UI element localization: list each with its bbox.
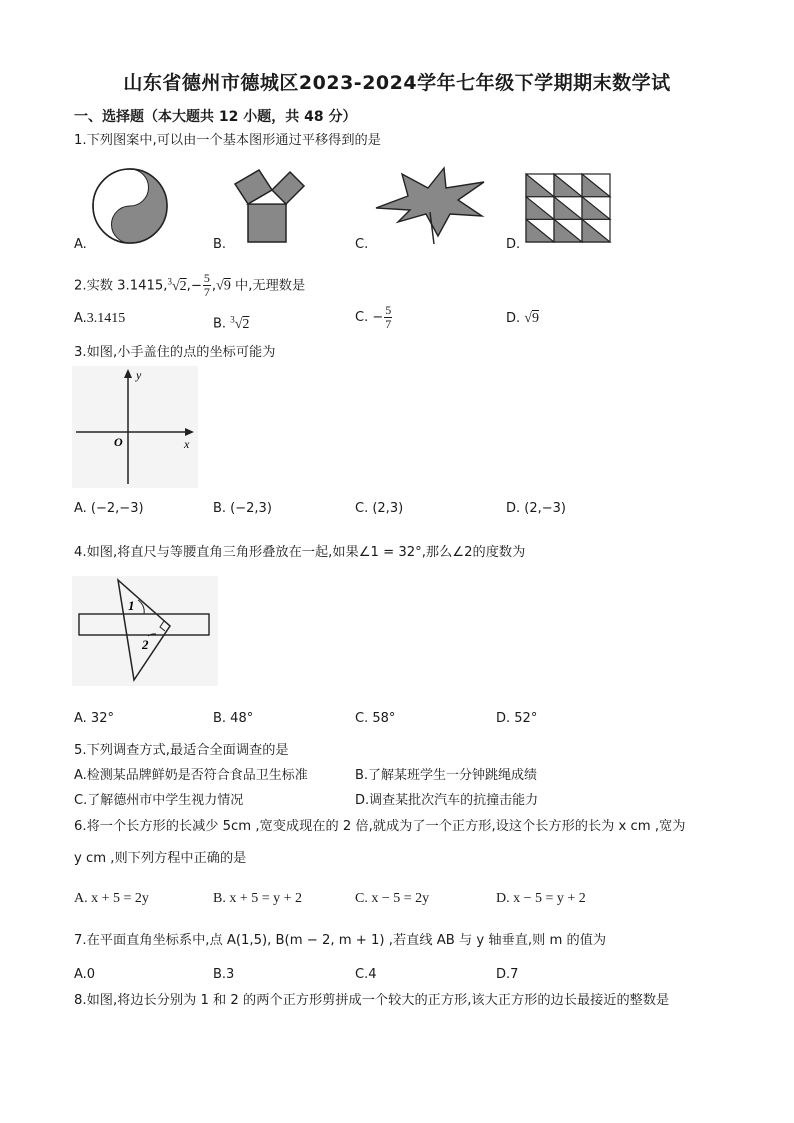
q6-option-a: A. x + 5 = 2y: [74, 891, 149, 906]
q1-figure-b: [226, 168, 316, 248]
q5-option-d: D.调查某批次汽车的抗撞击能力: [355, 793, 539, 808]
q7-option-c: C.4: [355, 967, 377, 982]
q1-stem: 1.下列图案中,可以由一个基本图形通过平移得到的是: [74, 133, 381, 148]
q2-option-a: A.3.1415: [74, 311, 126, 326]
q2-option-b: B. $^3$√2: [213, 314, 250, 332]
q2-cbrt-2: $^3$√2: [167, 276, 187, 294]
q4-option-d: D. 52°: [496, 711, 538, 726]
q6-option-c: C. x − 5 = 2y: [355, 891, 430, 906]
q5-option-c: C.了解德州市中学生视力情况: [74, 793, 244, 808]
q3-option-d: D. (2,−3): [506, 501, 566, 516]
q4-option-c: C. 58°: [355, 711, 396, 726]
q1-figure-c: [372, 166, 490, 246]
q1-option-a: A.: [74, 237, 87, 252]
x-axis-label: x: [184, 437, 190, 451]
y-axis-label: y: [136, 368, 142, 382]
q7-option-a: A.0: [74, 967, 96, 982]
q7-option-d: D.7: [496, 967, 519, 982]
q2-fraction: $\frac{5}{7}$: [203, 271, 210, 300]
q3-option-b: B. (−2,3): [213, 501, 272, 516]
q3-option-a: A. (−2,−3): [74, 501, 144, 516]
q7-stem: 7.在平面直角坐标系中,点 A(1,5), B(m − 2, m + 1) ,若直线 AB 与 y 轴垂直,则 m 的值为: [74, 933, 607, 948]
q6-stem-line2: y cm ,则下列方程中正确的是: [74, 851, 247, 866]
q2-sqrt-9: √9: [216, 278, 231, 294]
q3-stem: 3.如图,小手盖住的点的坐标可能为: [74, 345, 276, 360]
q3-coordinate-figure: [72, 366, 198, 488]
q1-option-c: C.: [355, 237, 369, 252]
angle-1-label: 1: [128, 598, 135, 613]
q4-option-a: A. 32°: [74, 711, 114, 726]
page-title: 山东省德州市德城区2023-2024学年七年级下学期期末数学试: [123, 72, 671, 94]
q7-option-b: B.3: [213, 967, 235, 982]
q4-option-b: B. 48°: [213, 711, 254, 726]
q1-figure-a: [88, 166, 172, 246]
q6-option-b: B. x + 5 = y + 2: [213, 891, 303, 906]
q2-stem-prefix: 2.实数 3.1415,: [74, 278, 168, 294]
q5-option-a: A.检测某品牌鲜奶是否符合食品卫生标准: [74, 768, 308, 783]
angle-2-label: 2: [142, 637, 149, 652]
q1-option-d: D.: [506, 237, 521, 252]
q2-stem: 2.实数 3.1415,$^3$√2,− $\frac{5}{7}$ ,√9 中,无理数是: [74, 271, 306, 300]
q1-figure-d: [524, 172, 614, 246]
q2-option-c: C. − $\frac{5}{7}$: [355, 303, 392, 331]
q5-stem: 5.下列调查方式,最适合全面调查的是: [74, 743, 289, 758]
q8-stem: 8.如图,将边长分别为 1 和 2 的两个正方形剪拼成一个较大的正方形,该大正方形的边长最接近的整数是: [74, 993, 670, 1008]
q2-stem-suffix: 中,无理数是: [235, 278, 306, 294]
origin-label: O: [114, 435, 123, 449]
section-heading: 一、选择题（本大题共 12 小题，共 48 分）: [74, 109, 357, 125]
q1-option-b: B.: [213, 237, 227, 252]
q2-option-d: D. √9: [506, 311, 539, 326]
q4-stem: 4.如图,将直尺与等腰直角三角形叠放在一起,如果∠1 = 32°,那么∠2的度数为: [74, 545, 526, 560]
q3-option-c: C. (2,3): [355, 501, 404, 516]
q6-option-d: D. x − 5 = y + 2: [496, 891, 586, 906]
q4-ruler-triangle-figure: [72, 576, 218, 686]
q5-option-b: B.了解某班学生一分钟跳绳成绩: [355, 768, 538, 783]
q6-stem-line1: 6.将一个长方形的长减少 5cm ,宽变成现在的 2 倍,就成为了一个正方形,设这个长方形的长为 x cm ,宽为: [74, 819, 686, 834]
